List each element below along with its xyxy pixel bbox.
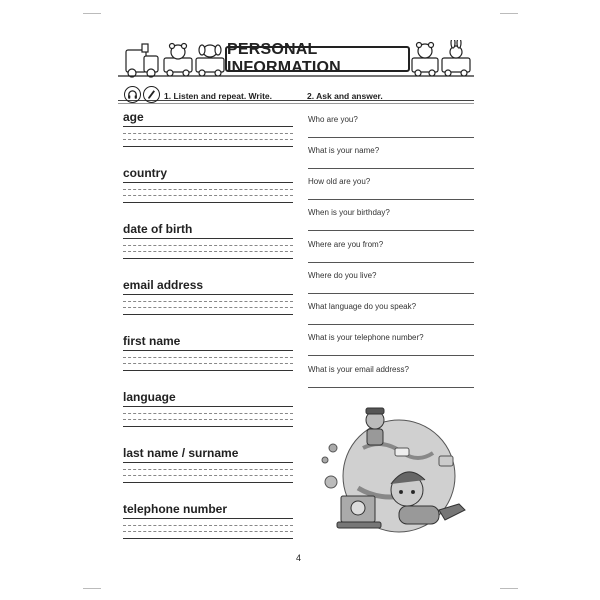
writing-line[interactable] (123, 314, 293, 315)
headphones-icon (124, 86, 141, 103)
question-text: What is your email address? (308, 365, 409, 374)
vocab-item (123, 278, 293, 324)
crop-mark (500, 588, 518, 589)
vocab-item (123, 110, 293, 156)
vocab-word: language (123, 390, 176, 404)
crop-mark (500, 13, 518, 14)
question-text: Where are you from? (308, 240, 384, 249)
activity-icons (124, 86, 160, 103)
writing-line[interactable] (123, 482, 293, 483)
vocab-item (123, 166, 293, 212)
writing-line[interactable] (123, 146, 293, 147)
section-1-title: 1. Listen and repeat. Write. (164, 91, 273, 101)
writing-line[interactable] (123, 370, 293, 371)
answer-line[interactable] (308, 199, 474, 200)
answer-line[interactable] (308, 137, 474, 138)
vocab-item (123, 222, 293, 268)
writing-line[interactable] (123, 426, 293, 427)
answer-line[interactable] (308, 293, 474, 294)
question-item (308, 146, 474, 169)
page-title: PERSONAL INFORMATION (225, 46, 410, 72)
question-text: When is your birthday? (308, 208, 390, 217)
vocab-item (123, 390, 293, 436)
writing-line[interactable] (123, 357, 293, 358)
vocab-item (123, 502, 293, 548)
writing-line[interactable] (123, 202, 293, 203)
vocab-word: date of birth (123, 222, 193, 236)
writing-line[interactable] (123, 258, 293, 259)
crop-mark (83, 588, 101, 589)
question-item (308, 208, 474, 231)
writing-line[interactable] (123, 469, 293, 470)
writing-line[interactable] (123, 531, 293, 532)
writing-line[interactable] (123, 189, 293, 190)
question-item (308, 115, 474, 138)
writing-line[interactable] (123, 245, 293, 246)
question-text: What is your telephone number? (308, 333, 424, 342)
crop-mark (83, 13, 101, 14)
writing-line[interactable] (123, 139, 293, 140)
children-globe-illustration (303, 398, 475, 546)
vocab-word: telephone number (123, 502, 228, 516)
writing-line[interactable] (123, 413, 293, 414)
writing-line[interactable] (123, 475, 293, 476)
vocab-word: country (123, 166, 168, 180)
question-text: Who are you? (308, 115, 358, 124)
writing-line[interactable] (123, 238, 293, 239)
answer-line[interactable] (308, 355, 474, 356)
question-item (308, 302, 474, 325)
vocab-word: first name (123, 334, 181, 348)
dog-wagon-icon (196, 45, 224, 76)
vocab-word: email address (123, 278, 204, 292)
section-2-title: 2. Ask and answer. (307, 91, 383, 101)
writing-line[interactable] (123, 518, 293, 519)
writing-line[interactable] (123, 182, 293, 183)
writing-line[interactable] (123, 133, 293, 134)
pencil-icon (143, 86, 160, 103)
vocab-word: age (123, 110, 144, 124)
writing-line[interactable] (123, 195, 293, 196)
writing-line[interactable] (123, 419, 293, 420)
writing-line[interactable] (123, 406, 293, 407)
question-item (308, 271, 474, 294)
answer-line[interactable] (308, 262, 474, 263)
question-text: Where do you live? (308, 271, 377, 280)
question-text: What language do you speak? (308, 302, 417, 311)
question-item (308, 365, 474, 388)
writing-line[interactable] (123, 525, 293, 526)
writing-line[interactable] (123, 350, 293, 351)
question-item (308, 240, 474, 263)
writing-line[interactable] (123, 363, 293, 364)
question-item (308, 333, 474, 356)
tiger-wagon-icon (412, 43, 438, 77)
page-number: 4 (296, 553, 302, 563)
writing-line[interactable] (123, 301, 293, 302)
laptop-icon (337, 496, 381, 528)
answer-line[interactable] (308, 230, 474, 231)
writing-line[interactable] (123, 294, 293, 295)
question-text: How old are you? (308, 177, 371, 186)
vocab-item (123, 446, 293, 492)
writing-line[interactable] (123, 307, 293, 308)
answer-line[interactable] (308, 168, 474, 169)
writing-line[interactable] (123, 126, 293, 127)
writing-line[interactable] (123, 538, 293, 539)
bunny-wagon-icon (442, 40, 470, 76)
question-item (308, 177, 474, 200)
divider (118, 103, 474, 104)
writing-line[interactable] (123, 251, 293, 252)
vocab-item (123, 334, 293, 380)
vocab-word: last name / surname (123, 446, 239, 460)
answer-line[interactable] (308, 324, 474, 325)
boy-figure (366, 408, 384, 445)
question-text: What is your name? (308, 146, 380, 155)
writing-line[interactable] (123, 462, 293, 463)
bear-wagon-icon (164, 44, 192, 77)
answer-line[interactable] (308, 387, 474, 388)
